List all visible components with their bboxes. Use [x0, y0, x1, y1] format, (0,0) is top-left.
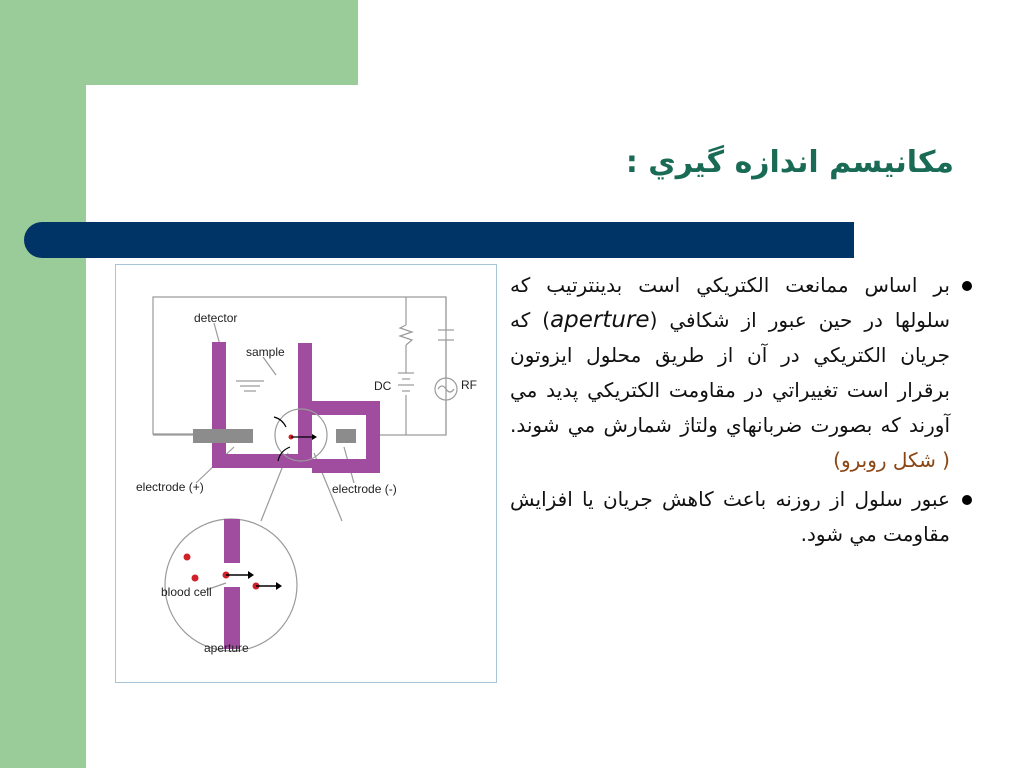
- blood-cell-label: blood cell: [161, 585, 212, 599]
- dc-label: DC: [374, 379, 392, 393]
- title-underline-bar: [24, 222, 854, 258]
- electrode-positive: [193, 429, 253, 443]
- pointer-line: [214, 323, 220, 345]
- blood-cell-arrowhead: [248, 571, 254, 579]
- content-text: [510, 268, 972, 556]
- slide-title: مكانيسم اندازه گيري :: [625, 145, 954, 180]
- resistor-symbol: [400, 325, 412, 345]
- blood-cell-dot: [192, 575, 199, 582]
- tube-left-wall: [212, 342, 226, 468]
- sample-label: sample: [246, 345, 285, 359]
- bullet-dot-icon: [962, 281, 972, 291]
- bullet-1-text-before: بر اساس ممانعت الكتريكي است بدينترتيب كه سلولها در حين عبور از شكافي (: [510, 273, 951, 332]
- diagram-svg: [116, 265, 496, 682]
- aperture-term: aperture: [550, 307, 650, 333]
- bullet-2-text: عبور سلول از روزنه باعث كاهش جريان يا افزايش مقاومت مي شود.: [510, 487, 950, 546]
- electrode-negative: [336, 429, 356, 443]
- bullet-dot-icon: [962, 495, 972, 505]
- flow-arrow: [274, 417, 286, 427]
- electrode-negative-label: electrode (-): [332, 482, 397, 496]
- blood-cell-arrowhead: [276, 582, 282, 590]
- pointer-line: [263, 357, 276, 375]
- bullet-item-2: [510, 482, 972, 552]
- white-rounded-corner: [86, 85, 206, 205]
- cell-arrowhead: [312, 434, 317, 440]
- outer-beaker-bottom: [312, 459, 380, 473]
- figure-reference: ( شكل روبرو): [833, 448, 950, 472]
- rf-label: RF: [461, 378, 477, 392]
- electrode-positive-label: electrode (+): [136, 480, 204, 494]
- aperture-wall-top: [224, 519, 240, 563]
- bullet-1-text-after: ) كه جريان الكتريكي در آن از طريق محلول ايزوتون برقرار است تغييراتي در مقاومت الكتريكي پديد مي آورند كه بصورت ضربانهاي ولتاژ شمارش مي شوند.: [510, 308, 950, 437]
- measurement-diagram: [115, 264, 497, 683]
- detector-label: detector: [194, 311, 238, 325]
- aperture-wall-bottom: [224, 587, 240, 649]
- bullet-item-1: [510, 268, 972, 478]
- aperture-label: aperture: [204, 641, 249, 655]
- green-side-strip: [0, 0, 86, 768]
- blood-cell-dot: [184, 554, 191, 561]
